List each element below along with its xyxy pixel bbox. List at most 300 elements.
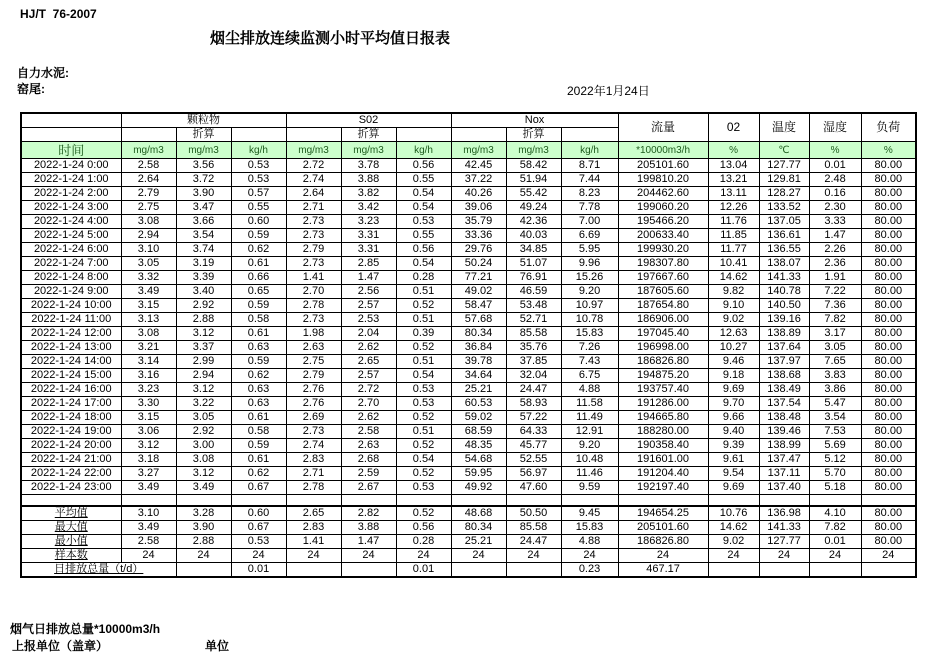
table-cell: 139.16 bbox=[759, 313, 809, 327]
header-temperature: 温度 bbox=[759, 113, 809, 142]
time-cell: 2022-1-24 6:00 bbox=[21, 243, 121, 257]
table-cell: 0.52 bbox=[396, 506, 451, 521]
time-header: 时间 bbox=[21, 142, 121, 159]
unit-header: kg/h bbox=[231, 142, 286, 159]
table-cell: 3.28 bbox=[176, 506, 231, 521]
table-cell: 77.21 bbox=[451, 271, 506, 285]
group-header-nox: Nox bbox=[451, 113, 618, 128]
table-cell: 85.58 bbox=[506, 520, 561, 534]
table-cell: 7.26 bbox=[561, 341, 618, 355]
table-cell: 3.49 bbox=[121, 481, 176, 495]
table-cell: 2.76 bbox=[286, 383, 341, 397]
table-cell: 3.22 bbox=[176, 397, 231, 411]
table-cell: 3.54 bbox=[809, 411, 861, 425]
table-cell: 80.34 bbox=[451, 520, 506, 534]
table-row bbox=[21, 355, 916, 369]
spacer-cell bbox=[121, 495, 176, 506]
table-cell: 3.18 bbox=[121, 453, 176, 467]
table-row bbox=[21, 299, 916, 313]
table-cell: 0.56 bbox=[396, 520, 451, 534]
table-cell: 8.23 bbox=[561, 187, 618, 201]
table-cell: 2.92 bbox=[176, 299, 231, 313]
table-cell: 5.70 bbox=[809, 467, 861, 481]
header-load: 负荷 bbox=[861, 113, 916, 142]
table-cell: 0.53 bbox=[231, 534, 286, 548]
table-cell: 0.52 bbox=[396, 411, 451, 425]
table-cell: 3.82 bbox=[341, 187, 396, 201]
table-cell: 3.56 bbox=[176, 159, 231, 173]
table-cell: 141.33 bbox=[759, 271, 809, 285]
table-cell: 2.74 bbox=[286, 439, 341, 453]
table-cell: 2.72 bbox=[341, 383, 396, 397]
table-cell: 80.00 bbox=[861, 173, 916, 187]
table-cell: 3.27 bbox=[121, 467, 176, 481]
table-cell: 3.06 bbox=[121, 425, 176, 439]
table-cell: 200633.40 bbox=[618, 229, 708, 243]
unit-header: kg/h bbox=[561, 142, 618, 159]
table-cell: 1.47 bbox=[341, 534, 396, 548]
table-cell: 0.65 bbox=[231, 285, 286, 299]
table-cell: 4.10 bbox=[809, 506, 861, 521]
table-cell: 0.16 bbox=[809, 187, 861, 201]
table-cell: 80.00 bbox=[861, 299, 916, 313]
table-cell: 24 bbox=[176, 548, 231, 562]
site-label: 窑尾: bbox=[17, 82, 45, 96]
table-cell: 15.83 bbox=[561, 520, 618, 534]
table-cell: 3.05 bbox=[809, 341, 861, 355]
header-humidity: 湿度 bbox=[809, 113, 861, 142]
table-cell: 3.05 bbox=[121, 257, 176, 271]
table-cell: 0.56 bbox=[396, 243, 451, 257]
time-cell: 2022-1-24 22:00 bbox=[21, 467, 121, 481]
table-cell: 2.36 bbox=[809, 257, 861, 271]
table-cell: 3.23 bbox=[341, 215, 396, 229]
table-cell: 191286.00 bbox=[618, 397, 708, 411]
table-cell: 52.71 bbox=[506, 313, 561, 327]
table-cell: 2.68 bbox=[341, 453, 396, 467]
table-cell: 2.73 bbox=[286, 215, 341, 229]
table-cell: 24 bbox=[231, 548, 286, 562]
table-cell: 0.56 bbox=[396, 159, 451, 173]
table-cell: 193757.40 bbox=[618, 383, 708, 397]
table-cell: 2.94 bbox=[176, 369, 231, 383]
table-cell: 3.74 bbox=[176, 243, 231, 257]
table-cell: 35.79 bbox=[451, 215, 506, 229]
table-cell: 58.42 bbox=[506, 159, 561, 173]
time-cell: 2022-1-24 20:00 bbox=[21, 439, 121, 453]
table-row bbox=[21, 453, 916, 467]
table-cell: 2.74 bbox=[286, 173, 341, 187]
table-cell: 2.04 bbox=[341, 327, 396, 341]
table-cell: 0.54 bbox=[396, 453, 451, 467]
table-cell: 37.85 bbox=[506, 355, 561, 369]
table-cell: 2.57 bbox=[341, 369, 396, 383]
table-cell: 85.58 bbox=[506, 327, 561, 341]
table-cell: 80.00 bbox=[861, 369, 916, 383]
table-cell: 3.12 bbox=[121, 439, 176, 453]
table-cell: 57.22 bbox=[506, 411, 561, 425]
table-cell bbox=[708, 562, 759, 577]
table-cell: 60.53 bbox=[451, 397, 506, 411]
table-cell: 46.59 bbox=[506, 285, 561, 299]
table-cell: 11.58 bbox=[561, 397, 618, 411]
table-cell: 1.91 bbox=[809, 271, 861, 285]
table-cell: 2.64 bbox=[121, 173, 176, 187]
table-cell: 0.63 bbox=[231, 341, 286, 355]
table-cell: 188280.00 bbox=[618, 425, 708, 439]
table-cell: 3.88 bbox=[341, 173, 396, 187]
table-cell: 15.26 bbox=[561, 271, 618, 285]
table-cell: 9.54 bbox=[708, 467, 759, 481]
time-cell: 2022-1-24 1:00 bbox=[21, 173, 121, 187]
table-cell: 2.62 bbox=[341, 411, 396, 425]
table-cell: 25.21 bbox=[451, 383, 506, 397]
table-row bbox=[21, 257, 916, 271]
table-cell: 80.00 bbox=[861, 341, 916, 355]
table-cell: 9.69 bbox=[708, 383, 759, 397]
table-cell: 49.92 bbox=[451, 481, 506, 495]
table-cell: 2.72 bbox=[286, 159, 341, 173]
table-cell: 198307.80 bbox=[618, 257, 708, 271]
table-cell: 80.00 bbox=[861, 453, 916, 467]
table-cell: 1.98 bbox=[286, 327, 341, 341]
table-cell: 0.63 bbox=[231, 383, 286, 397]
table-cell: 2.78 bbox=[286, 299, 341, 313]
table-cell: 197667.60 bbox=[618, 271, 708, 285]
table-cell: 2.48 bbox=[809, 173, 861, 187]
converted-header-particulate: 折算 bbox=[176, 128, 231, 142]
table-cell: 137.11 bbox=[759, 467, 809, 481]
footer-report-unit-label: 上报单位（盖章） bbox=[12, 639, 109, 653]
table-cell: 0.62 bbox=[231, 369, 286, 383]
table-cell: 80.00 bbox=[861, 383, 916, 397]
table-cell bbox=[759, 562, 809, 577]
table-cell: 51.07 bbox=[506, 257, 561, 271]
table-cell: 3.49 bbox=[176, 481, 231, 495]
table-cell: 0.53 bbox=[396, 383, 451, 397]
table-cell: 3.83 bbox=[809, 369, 861, 383]
table-cell: 0.57 bbox=[231, 187, 286, 201]
table-cell: 3.12 bbox=[176, 383, 231, 397]
table-cell: 3.08 bbox=[121, 327, 176, 341]
table-cell: 0.55 bbox=[396, 173, 451, 187]
table-cell: 11.76 bbox=[708, 215, 759, 229]
table-cell: 0.60 bbox=[231, 215, 286, 229]
table-cell: 2.73 bbox=[286, 425, 341, 439]
table-cell: 29.76 bbox=[451, 243, 506, 257]
table-cell: 80.00 bbox=[861, 159, 916, 173]
table-cell: 10.76 bbox=[708, 506, 759, 521]
table-cell: 36.84 bbox=[451, 341, 506, 355]
table-cell: 197045.40 bbox=[618, 327, 708, 341]
table-cell: 138.68 bbox=[759, 369, 809, 383]
table-cell: 13.11 bbox=[708, 187, 759, 201]
table-cell: 186826.80 bbox=[618, 534, 708, 548]
table-row bbox=[21, 313, 916, 327]
table-cell: 3.31 bbox=[341, 243, 396, 257]
table-cell: 136.98 bbox=[759, 506, 809, 521]
table-cell: 39.06 bbox=[451, 201, 506, 215]
spacer-cell bbox=[618, 495, 708, 506]
table-cell: 10.78 bbox=[561, 313, 618, 327]
table-cell: 128.27 bbox=[759, 187, 809, 201]
summary-row bbox=[21, 520, 916, 534]
table-cell: 5.47 bbox=[809, 397, 861, 411]
table-cell: 5.69 bbox=[809, 439, 861, 453]
table-cell: 5.95 bbox=[561, 243, 618, 257]
group-header-so2: S02 bbox=[286, 113, 451, 128]
table-cell: 24 bbox=[561, 548, 618, 562]
time-cell: 2022-1-24 2:00 bbox=[21, 187, 121, 201]
table-cell: 138.07 bbox=[759, 257, 809, 271]
table-cell bbox=[176, 562, 231, 577]
unit-header: % bbox=[861, 142, 916, 159]
summary-label: 最大值 bbox=[21, 520, 121, 534]
table-cell: 0.59 bbox=[231, 439, 286, 453]
table-cell: 7.44 bbox=[561, 173, 618, 187]
table-row bbox=[21, 187, 916, 201]
table-cell: 2.65 bbox=[341, 355, 396, 369]
table-cell: 9.02 bbox=[708, 534, 759, 548]
table-cell: 0.63 bbox=[231, 397, 286, 411]
unit-header: mg/m3 bbox=[341, 142, 396, 159]
time-cell: 2022-1-24 8:00 bbox=[21, 271, 121, 285]
table-row bbox=[21, 327, 916, 341]
table-cell: 1.47 bbox=[809, 229, 861, 243]
table-cell bbox=[341, 562, 396, 577]
header-row-units bbox=[21, 142, 916, 159]
report-table bbox=[20, 112, 917, 578]
table-cell: 32.04 bbox=[506, 369, 561, 383]
table-cell: 80.00 bbox=[861, 243, 916, 257]
table-cell: 194654.25 bbox=[618, 506, 708, 521]
table-cell bbox=[451, 562, 506, 577]
summary-row bbox=[21, 506, 916, 521]
spacer-cell bbox=[286, 495, 341, 506]
table-cell: 3.78 bbox=[341, 159, 396, 173]
table-cell: 80.00 bbox=[861, 481, 916, 495]
table-cell: 2.70 bbox=[341, 397, 396, 411]
unit-header: ℃ bbox=[759, 142, 809, 159]
table-cell: 2.73 bbox=[286, 257, 341, 271]
time-cell: 2022-1-24 9:00 bbox=[21, 285, 121, 299]
table-cell: 140.50 bbox=[759, 299, 809, 313]
table-cell: 9.02 bbox=[708, 313, 759, 327]
table-cell: 2.82 bbox=[341, 506, 396, 521]
table-cell: 68.59 bbox=[451, 425, 506, 439]
table-cell: 24.47 bbox=[506, 383, 561, 397]
table-cell: 138.49 bbox=[759, 383, 809, 397]
table-cell: 42.45 bbox=[451, 159, 506, 173]
table-cell: 10.97 bbox=[561, 299, 618, 313]
table-cell: 0.53 bbox=[396, 397, 451, 411]
table-cell: 127.77 bbox=[759, 534, 809, 548]
table-cell: 2.75 bbox=[121, 201, 176, 215]
table-cell: 3.16 bbox=[121, 369, 176, 383]
table-cell: 2.63 bbox=[341, 439, 396, 453]
table-cell: 7.82 bbox=[809, 520, 861, 534]
table-cell: 0.53 bbox=[231, 173, 286, 187]
table-cell: 0.59 bbox=[231, 355, 286, 369]
table-cell: 10.27 bbox=[708, 341, 759, 355]
table-cell: 7.65 bbox=[809, 355, 861, 369]
table-cell: 3.10 bbox=[121, 506, 176, 521]
table-cell: 3.40 bbox=[176, 285, 231, 299]
table-cell: 24 bbox=[809, 548, 861, 562]
table-cell: 9.66 bbox=[708, 411, 759, 425]
table-cell: 49.24 bbox=[506, 201, 561, 215]
table-cell: 0.55 bbox=[396, 229, 451, 243]
table-cell: 187654.80 bbox=[618, 299, 708, 313]
table-cell: 137.47 bbox=[759, 453, 809, 467]
table-cell: 2.94 bbox=[121, 229, 176, 243]
table-cell: 187605.60 bbox=[618, 285, 708, 299]
table-cell: 0.01 bbox=[231, 562, 286, 577]
summary-row bbox=[21, 534, 916, 548]
table-cell: 76.91 bbox=[506, 271, 561, 285]
table-cell: 0.01 bbox=[809, 159, 861, 173]
time-cell: 2022-1-24 14:00 bbox=[21, 355, 121, 369]
table-cell: 137.05 bbox=[759, 215, 809, 229]
converted-header-so2: 折算 bbox=[341, 128, 396, 142]
table-cell: 5.12 bbox=[809, 453, 861, 467]
table-cell: 7.78 bbox=[561, 201, 618, 215]
time-cell: 2022-1-24 3:00 bbox=[21, 201, 121, 215]
table-cell: 2.92 bbox=[176, 425, 231, 439]
table-cell: 33.36 bbox=[451, 229, 506, 243]
table-cell: 2.56 bbox=[341, 285, 396, 299]
time-cell: 2022-1-24 11:00 bbox=[21, 313, 121, 327]
table-cell: 0.54 bbox=[396, 187, 451, 201]
table-cell: 80.00 bbox=[861, 201, 916, 215]
table-cell: 3.23 bbox=[121, 383, 176, 397]
table-cell: 0.59 bbox=[231, 229, 286, 243]
header-flow: 流量 bbox=[618, 113, 708, 142]
table-cell: 194665.80 bbox=[618, 411, 708, 425]
table-cell: 199930.20 bbox=[618, 243, 708, 257]
table-cell: 45.77 bbox=[506, 439, 561, 453]
table-cell: 138.99 bbox=[759, 439, 809, 453]
table-cell: 3.00 bbox=[176, 439, 231, 453]
table-cell: 3.19 bbox=[176, 257, 231, 271]
table-cell: 186906.00 bbox=[618, 313, 708, 327]
table-cell: 0.52 bbox=[396, 439, 451, 453]
table-cell: 13.21 bbox=[708, 173, 759, 187]
unit-header: mg/m3 bbox=[451, 142, 506, 159]
table-cell: 2.71 bbox=[286, 467, 341, 481]
table-cell: 141.33 bbox=[759, 520, 809, 534]
table-cell: 9.45 bbox=[561, 506, 618, 521]
table-cell: 3.37 bbox=[176, 341, 231, 355]
report-date: 2022年1月24日 bbox=[567, 84, 650, 98]
table-cell: 34.64 bbox=[451, 369, 506, 383]
unit-header: mg/m3 bbox=[286, 142, 341, 159]
table-cell: 1.41 bbox=[286, 534, 341, 548]
table-cell: 24 bbox=[451, 548, 506, 562]
table-cell: 80.00 bbox=[861, 520, 916, 534]
table-cell: 4.88 bbox=[561, 534, 618, 548]
table-cell: 3.66 bbox=[176, 215, 231, 229]
table-cell: 2.79 bbox=[121, 187, 176, 201]
table-cell: 24 bbox=[341, 548, 396, 562]
table-row bbox=[21, 271, 916, 285]
table-cell: 24 bbox=[506, 548, 561, 562]
spacer-cell bbox=[451, 495, 506, 506]
table-cell: 0.54 bbox=[396, 201, 451, 215]
table-cell: 2.63 bbox=[286, 341, 341, 355]
table-cell: 3.31 bbox=[341, 229, 396, 243]
table-cell: 0.59 bbox=[231, 299, 286, 313]
unit-header: *10000m3/h bbox=[618, 142, 708, 159]
table-cell: 9.46 bbox=[708, 355, 759, 369]
table-cell: 205101.60 bbox=[618, 159, 708, 173]
table-cell: 10.41 bbox=[708, 257, 759, 271]
table-cell: 0.52 bbox=[396, 299, 451, 313]
table-cell: 1.47 bbox=[341, 271, 396, 285]
table-cell: 42.36 bbox=[506, 215, 561, 229]
time-cell: 2022-1-24 10:00 bbox=[21, 299, 121, 313]
table-cell: 7.43 bbox=[561, 355, 618, 369]
table-cell: 140.78 bbox=[759, 285, 809, 299]
table-cell: 9.70 bbox=[708, 397, 759, 411]
time-cell: 2022-1-24 5:00 bbox=[21, 229, 121, 243]
table-cell: 133.52 bbox=[759, 201, 809, 215]
table-cell: 80.00 bbox=[861, 467, 916, 481]
table-cell: 80.00 bbox=[861, 271, 916, 285]
table-cell bbox=[861, 562, 916, 577]
table-cell: 24 bbox=[861, 548, 916, 562]
header-row-groups bbox=[21, 113, 916, 128]
table-cell: 40.26 bbox=[451, 187, 506, 201]
table-cell: 2.78 bbox=[286, 481, 341, 495]
table-cell: 80.00 bbox=[861, 285, 916, 299]
table-cell bbox=[809, 562, 861, 577]
table-cell: 57.68 bbox=[451, 313, 506, 327]
table-cell: 0.58 bbox=[231, 425, 286, 439]
table-cell: 2.73 bbox=[286, 229, 341, 243]
table-cell: 40.03 bbox=[506, 229, 561, 243]
time-cell: 2022-1-24 23:00 bbox=[21, 481, 121, 495]
table-cell: 80.00 bbox=[861, 397, 916, 411]
table-cell: 190358.40 bbox=[618, 439, 708, 453]
table-cell: 0.53 bbox=[396, 215, 451, 229]
table-cell: 138.48 bbox=[759, 411, 809, 425]
table-cell: 0.01 bbox=[396, 562, 451, 577]
table-cell: 35.76 bbox=[506, 341, 561, 355]
table-cell: 0.61 bbox=[231, 453, 286, 467]
table-cell: 4.88 bbox=[561, 383, 618, 397]
table-cell: 51.94 bbox=[506, 173, 561, 187]
table-row bbox=[21, 383, 916, 397]
table-cell: 24 bbox=[286, 548, 341, 562]
summary-label: 最小值 bbox=[21, 534, 121, 548]
daily-total-row bbox=[21, 562, 916, 577]
unit-header: kg/h bbox=[396, 142, 451, 159]
table-cell: 15.83 bbox=[561, 327, 618, 341]
table-cell: 199060.20 bbox=[618, 201, 708, 215]
table-cell: 39.78 bbox=[451, 355, 506, 369]
table-cell: 9.10 bbox=[708, 299, 759, 313]
table-cell: 0.52 bbox=[396, 341, 451, 355]
table-cell: 204462.60 bbox=[618, 187, 708, 201]
table-cell: 80.00 bbox=[861, 229, 916, 243]
table-cell: 0.62 bbox=[231, 467, 286, 481]
table-cell: 127.77 bbox=[759, 159, 809, 173]
table-cell: 24 bbox=[759, 548, 809, 562]
unit-header: % bbox=[708, 142, 759, 159]
table-cell: 0.28 bbox=[396, 534, 451, 548]
table-cell: 3.12 bbox=[176, 327, 231, 341]
